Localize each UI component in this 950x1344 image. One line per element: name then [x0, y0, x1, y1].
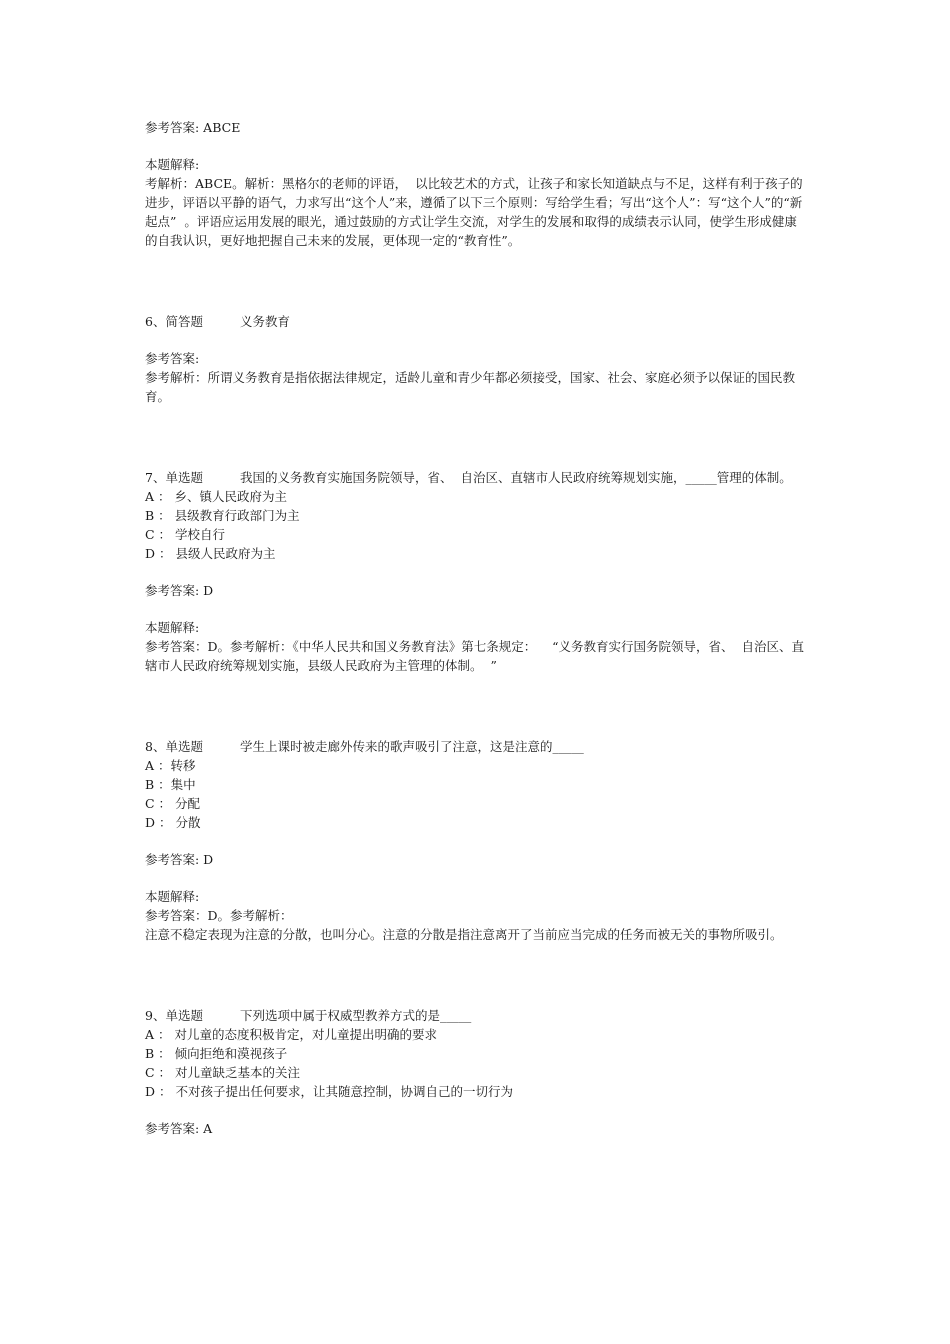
explain-text: 考解析：ABCE。解析：黑格尔的老师的评语， 以比较艺术的方式，让孩子和家长知道缺点与不足，这样有利于孩子的进步，评语以平静的语气，力求写出“这个人”来，遵循了以下三个原则：写给学生看；写出“这个人”：写“这个人”的“新起点” 。评语应运用发展的眼光，通过鼓励的方式让学生交流，对学生的发展和取得的成绩表示认同，使学生形成健康的自我认识，更好地把握自己未来的发展，更体现一定的“教育性”。	[145, 176, 803, 248]
option-b: B ：集中	[145, 777, 196, 792]
question-number: 6、简答题	[145, 314, 203, 329]
option-a: A ：转移	[145, 758, 196, 773]
explain-text: 参考答案：D。参考解析：《中华人民共和国义务教育法》第七条规定： “义务教育实行国务院领导，省、 自治区、直辖市人民政府统筹规划实施，县级人民政府为主管理的体制。 ”	[145, 639, 805, 673]
option-a: A ： 乡、镇人民政府为主	[145, 489, 287, 504]
answer-line: 参考答案: D	[145, 583, 214, 598]
question-number: 7、单选题	[145, 470, 203, 485]
explain-text: 参考答案：D。参考解析：	[145, 908, 293, 923]
option-b: B ： 倾向拒绝和漠视孩子	[145, 1046, 288, 1061]
option-d: D ： 不对孩子提出任何要求，让其随意控制，协调自己的一切行为	[145, 1084, 513, 1099]
question-number: 8、单选题	[145, 739, 203, 754]
question-number: 9、单选题	[145, 1008, 203, 1023]
explain-label: 本题解释:	[145, 889, 200, 904]
option-b: B ： 县级教育行政部门为主	[145, 508, 300, 523]
explain-label: 本题解释:	[145, 157, 200, 172]
question-title: 我国的义务教育实施国务院领导，省、 自治区、直辖市人民政府统筹规划实施，_____管理的体制。	[240, 470, 792, 485]
explain-text: 注意不稳定表现为注意的分散，也叫分心。注意的分散是指注意离开了当前应当完成的任务而被无关的事物所吸引。	[145, 927, 783, 942]
question-title: 下列选项中属于权威型教养方式的是_____	[240, 1008, 472, 1023]
question-title: 学生上课时被走廊外传来的歌声吸引了注意，这是注意的_____	[240, 739, 584, 754]
answer-label: 参考答案:	[145, 351, 200, 366]
option-a: A ： 对儿童的态度积极肯定，对儿童提出明确的要求	[145, 1027, 437, 1042]
document-page	[145, 118, 805, 1138]
explain-label: 本题解释:	[145, 620, 200, 635]
option-c: C ： 分配	[145, 796, 201, 811]
explain-text: 参考解析：所谓义务教育是指依据法律规定，适龄儿童和青少年都必须接受，国家、社会、家庭必须予以保证的国民教育。	[145, 370, 796, 404]
question-title: 义务教育	[240, 314, 291, 329]
answer-line: 参考答案: ABCE	[145, 120, 241, 135]
option-c: C ： 对儿童缺乏基本的关注	[145, 1065, 301, 1080]
option-d: D ： 分散	[145, 815, 201, 830]
option-c: C ： 学校自行	[145, 527, 226, 542]
question-9-header	[145, 1006, 805, 1025]
question-8-header	[145, 737, 805, 756]
question-6-header	[145, 312, 805, 331]
question-7-header	[145, 468, 805, 487]
answer-line: 参考答案: D	[145, 852, 214, 867]
option-d: D ： 县级人民政府为主	[145, 546, 276, 561]
answer-line: 参考答案: A	[145, 1121, 213, 1136]
